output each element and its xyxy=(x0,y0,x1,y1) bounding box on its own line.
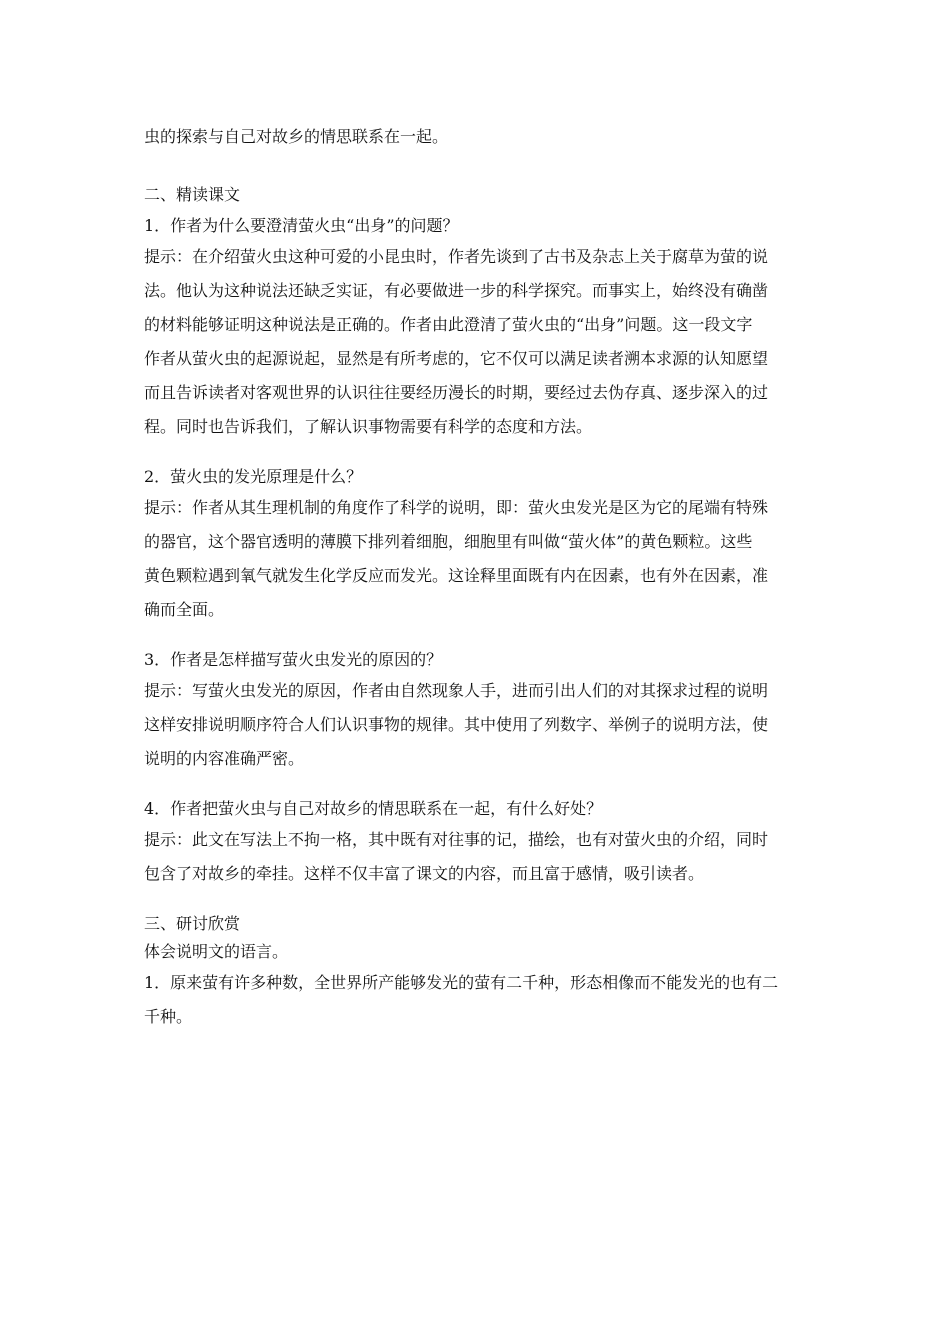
answer-1-line-2: 法。他认为这种说法还缺乏实证，有必要做进一步的科学探究。而事实上，始终没有确凿 xyxy=(144,281,769,300)
document-page xyxy=(144,120,810,1034)
answer-1-line-1: 提示：在介绍萤火虫这种可爱的小昆虫时，作者先谈到了古书及杂志上关于腐草为萤的说 xyxy=(144,247,769,266)
question-4: 4．作者把萤火虫与自己对故乡的情思联系在一起，有什么好处？ xyxy=(144,799,603,818)
answer-3-line-2: 这样安排说明顺序符合人们认识事物的规律。其中使用了列数字、举例子的说明方法，使 xyxy=(144,715,769,734)
section-heading-intensive-reading: 二、精读课文 xyxy=(144,185,241,204)
answer-1-line-3: 的材料能够证明这种说法是正确的。作者由此澄清了萤火虫的“出身”问题。这一段文字 xyxy=(144,315,753,334)
question-2: 2．萤火虫的发光原理是什么？ xyxy=(144,467,363,486)
answer-3-line-1: 提示：写萤火虫发光的原因，作者由自然现象人手，进而引出人们的对其探求过程的说明 xyxy=(144,681,769,700)
section-3-item-1-line-2: 千种。 xyxy=(144,1007,193,1026)
answer-1-line-6: 程。同时也告诉我们，了解认识事物需要有科学的态度和方法。 xyxy=(144,417,593,436)
answer-2-line-2: 的器官，这个器官透明的薄膜下排列着细胞，细胞里有叫做“萤火体”的黄色颗粒。这些 xyxy=(144,532,753,551)
answer-1-line-4: 作者从萤火虫的起源说起，显然是有所考虑的，它不仅可以满足读者溯本求源的认知愿望 xyxy=(144,349,769,368)
section-heading-discussion: 三、研讨欣赏 xyxy=(144,914,241,933)
question-3: 3．作者是怎样描写萤火虫发光的原因的？ xyxy=(144,650,443,669)
section-3-intro: 体会说明文的语言。 xyxy=(144,942,289,961)
intro-tail-line: 虫的探索与自己对故乡的情思联系在一起。 xyxy=(144,127,449,146)
answer-2-line-4: 确而全面。 xyxy=(144,600,225,619)
section-3-item-1-line-1: 1．原来萤有许多种数，全世界所产能够发光的萤有二千种，形态相像而不能发光的也有二 xyxy=(144,973,779,992)
answer-2-line-1: 提示：作者从其生理机制的角度作了科学的说明，即：萤火虫发光是区为它的尾端有特殊 xyxy=(144,498,769,517)
answer-1-line-5: 而且告诉读者对客观世界的认识往往要经历漫长的时期，要经过去伪存真、逐步深入的过 xyxy=(144,383,769,402)
answer-2-line-3: 黄色颗粒遇到氧气就发生化学反应而发光。这诠释里面既有内在因素，也有外在因素，准 xyxy=(144,566,769,585)
question-1: 1．作者为什么要澄清萤火虫“出身”的问题？ xyxy=(144,216,459,235)
answer-4-line-1: 提示：此文在写法上不拘一格，其中既有对往事的记，描绘，也有对萤火虫的介绍，同时 xyxy=(144,830,769,849)
answer-4-line-2: 包含了对故乡的牵挂。这样不仅丰富了课文的内容，而且富于感情，吸引读者。 xyxy=(144,864,705,883)
answer-3-line-3: 说明的内容准确严密。 xyxy=(144,749,305,768)
